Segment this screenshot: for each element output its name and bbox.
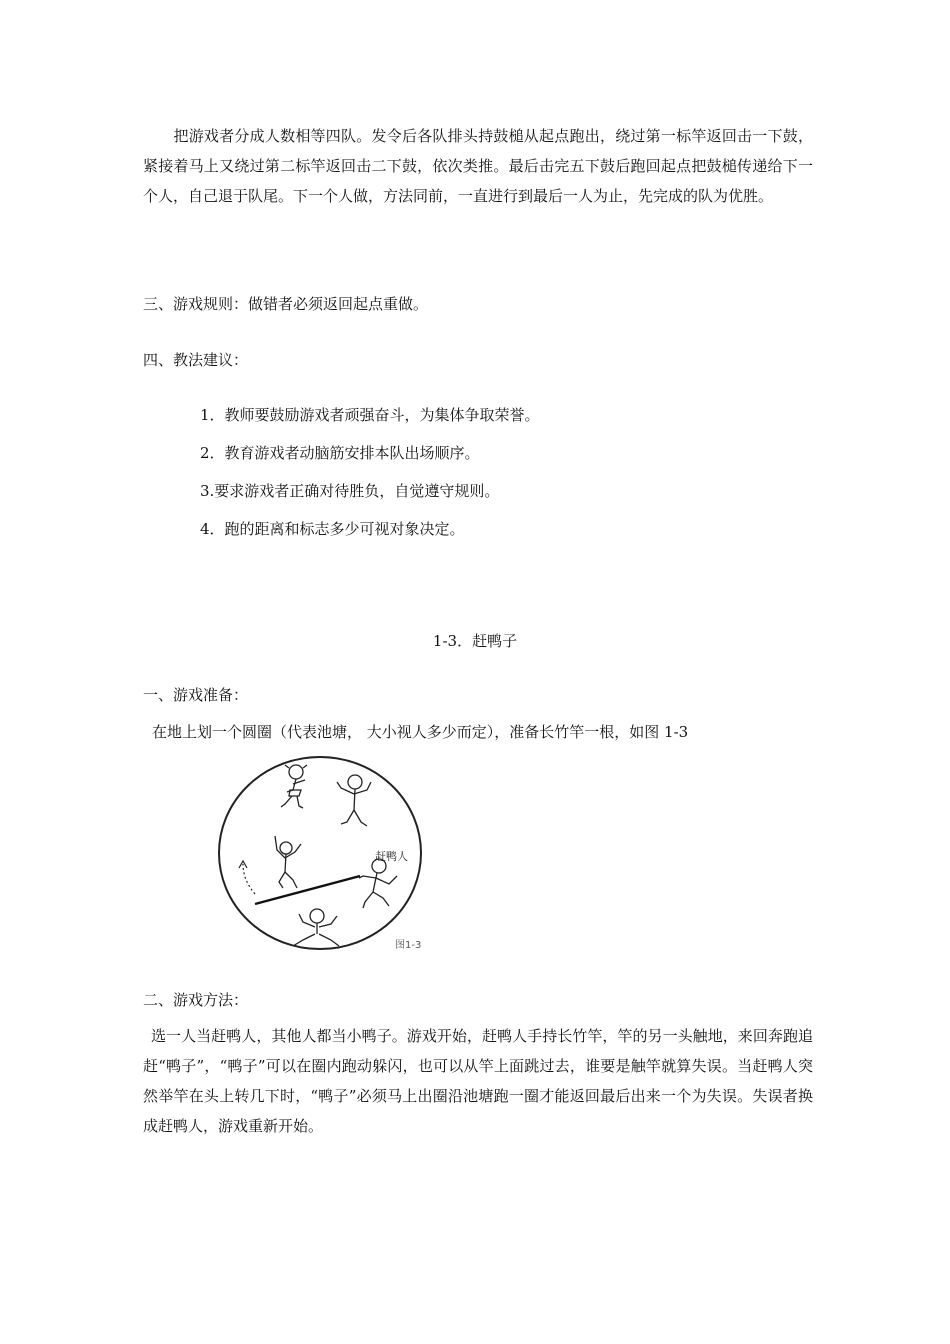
duck-child-4 (293, 909, 339, 946)
prep-text: 在地上划一个圆圈（代表池塘， 大小视人多少而定），准备长竹竿一根，如图 1-3 (152, 723, 689, 741)
suggestion-item-1: 1．教师要鼓励游戏者顽强奋斗，为集体争取荣誉。 (200, 406, 540, 424)
rules-line: 三、游戏规则：做错者必须返回起点重做。 (143, 295, 429, 313)
duck-child-3 (275, 836, 301, 888)
jump-arrow (243, 864, 255, 894)
pond-figure (213, 752, 453, 962)
suggestion-item-3: 3.要求游戏者正确对待胜负，自觉遵守规则。 (200, 482, 500, 500)
figure-caption: 图1-3 (395, 940, 422, 951)
catcher-label: 赶鸭人 (375, 850, 408, 863)
prep-heading: 一、游戏准备： (143, 686, 249, 704)
duck-child-1 (281, 765, 307, 808)
method-paragraph: 选一人当赶鸭人，其他人都当小鸭子。游戏开始，赶鸭人手持长竹竿，竿的另一头触地，来回奔跑追赶“鸭子”，“鸭子”可以在圈内跑动躲闪，也可以从竿上面跳过去，谁要是触竿就算失误。当赶鸭人突然举竿在头上转几下时，“鸭子”必须马上出圈沿池塘跑一圈才能返回最后出来一个为失误。失误者换成赶鸭人，游戏重新开始。 (143, 1027, 813, 1135)
duck-child-2 (337, 775, 371, 826)
intro-paragraph: 把游戏者分成人数相等四队。发令后各队排头持鼓槌从起点跑出，绕过第一标竿返回击一下鼓，紧接着马上又绕过第二标竿返回击二下鼓，依次类推。最后击完五下鼓后跑回起点把鼓槌传递给下一个人，自己退于队尾。下一个人做，方法同前，一直进行到最后一人为止，先完成的队为优胜。 (143, 127, 813, 205)
section-title: 1-3．赶鸭子 (432, 632, 518, 650)
teaching-heading: 四、教法建议： (143, 351, 249, 369)
bamboo-pole (255, 876, 360, 904)
suggestion-item-2: 2．教育游戏者动脑筋安排本队出场顺序。 (200, 444, 480, 462)
duck-catcher (359, 859, 397, 908)
suggestion-item-4: 4．跑的距离和标志多少可视对象决定。 (200, 520, 465, 538)
method-heading: 二、游戏方法： (143, 991, 249, 1009)
